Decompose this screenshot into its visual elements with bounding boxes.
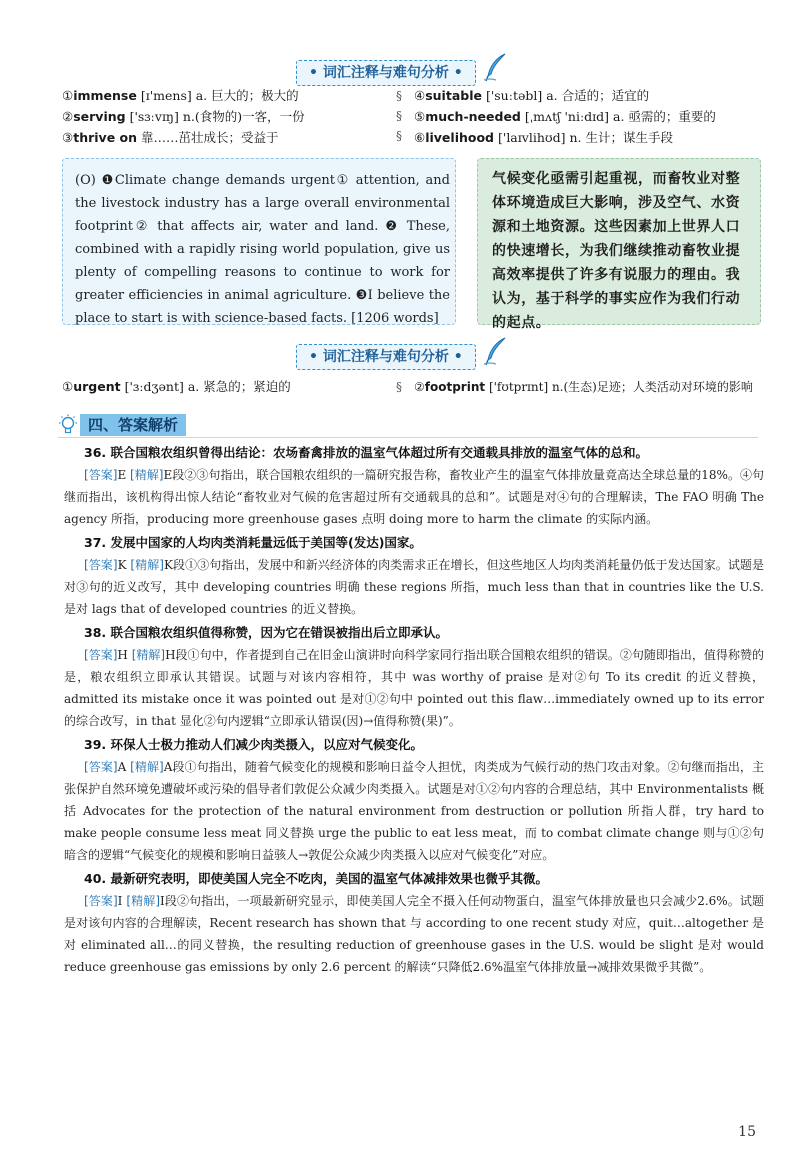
vocab-item-urgent: ①urgent ['ɜːdʒənt] a. 紧急的；紧迫的 <box>62 379 291 394</box>
answer-list <box>64 442 764 980</box>
answer-explanation: [答案]K [精解]K段①③句指出，发展中和新兴经济体的肉类需求正在增长，但这些地区人均肉类消耗量仍低于发达国家。试题是对③句的近义改写，其中 developing countries 明确 these regions 所指，much less than that in countries like the U.S. 是对 lags that of developed countries 的近义替换。 <box>64 558 764 616</box>
answer-item <box>64 442 764 530</box>
question-statement: 36. 联合国粮农组织曾得出结论：农场畜禽排放的温室气体超过所有交通载具排放的温室气体的总和。 <box>84 445 648 460</box>
answer-explanation: [答案]H [精解]H段①句中，作者提到自己在旧金山演讲时向科学家同行指出联合国粮农组织的错误。②句随即指出，值得称赞的是，粮农组织立即承认其错误。试题与对该内容相符，其中 was worthy of praise 是对②句 To its credit 的近义替换，admitted its mistake once it was pointed out 是对①②句中 pointed out this flaw…immediately owned up to its error 的综合改写，in that 显化②句内逻辑“立即承认错误(因)→值得称赞(果)”。 <box>64 648 764 728</box>
banner-title-2: • 词汇注释与难句分析 • <box>309 349 463 365</box>
answer-item <box>64 532 764 620</box>
banner-title: • 词汇注释与难句分析 • <box>309 65 463 81</box>
vocab-item-suitable: ④suitable ['suːtəbl] a. 合适的；适宜的 <box>414 88 650 103</box>
question-statement: 39. 环保人士极力推动人们减少肉类摄入，以应对气候变化。 <box>84 737 423 752</box>
vocab-item-immense: ①immense [ɪ'mens] a. 巨大的；极大的 <box>62 88 299 103</box>
quill-icon <box>482 336 508 366</box>
page-number: 15 <box>738 1124 756 1140</box>
vocab-item-much-needed: ⑤much-needed [ˌmʌtʃ 'niːdɪd] a. 亟需的；重要的 <box>414 109 716 124</box>
translation-text: 气候变化亟需引起重视，而畜牧业对整体环境造成巨大影响，涉及空气、水资源和土地资源。这些因素加上世界人口的快速增长，为我们继续推动畜牧业提高效率提供了许多有说服力的理由。我认为，基于科学的事实应作为我们行动的起点。 <box>492 171 741 331</box>
answer-item <box>64 734 764 866</box>
question-statement: 38. 联合国粮农组织值得称赞，因为它在错误被指出后立即承认。 <box>84 625 448 640</box>
vocab-item-serving: ②serving ['sɜːvɪŋ] n.(食物的)一客，一份 <box>62 109 305 124</box>
vocab-item-footprint: ②footprint ['fʊtprɪnt] n.(生态)足迹；人类活动对环境的影响 <box>414 380 753 394</box>
answer-item <box>64 622 764 732</box>
answer-explanation: [答案]E [精解]E段②③句指出，联合国粮农组织的一篇研究报告称，畜牧业产生的温室气体排放量竟高达全球总量的18%。④句继而指出，该机构得出惊人结论“畜牧业对气候的危害超过所有交通载具的总和”。试题是对④句的合理解读，The FAO 明确 The agency 所指，producing more greenhouse gases 点明 doing more to harm the climate 的实际内涵。 <box>64 468 764 526</box>
question-statement: 40. 最新研究表明，即使美国人完全不吃肉，美国的温室气体减排效果也微乎其微。 <box>84 871 548 886</box>
vocab-banner-bottom <box>296 344 476 370</box>
vocab-banner-top <box>296 60 476 86</box>
question-statement: 37. 发展中国家的人均肉类消耗量远低于美国等(发达)国家。 <box>84 535 422 550</box>
vocab-item-livelihood: ⑥livelihood ['laɪvlihʊd] n. 生计；谋生手段 <box>414 130 673 145</box>
answer-explanation: [答案]I [精解]I段②句指出，一项最新研究显示，即使美国人完全不摄入任何动物蛋白，温室气体排放量也只会减少2.6%。试题是对该句内容的合理解读，Recent research has shown that 与 according to one recent study 对应，quit…altogether 是对 eliminated all…的同义替换，the resulting reduction of greenhouse gases in the U.S. would be slight 是对 would reduce greenhouse gas emissions by only 2.6 percent 的解读“只降低2.6%温室气体排放量→减排效果微乎其微”。 <box>64 894 764 974</box>
translation-box <box>477 158 761 331</box>
vocab-item-thrive-on: ③thrive on 靠……茁壮成长；受益于 <box>62 130 279 145</box>
answer-item <box>64 868 764 978</box>
section-header <box>58 413 758 438</box>
quill-icon <box>482 52 508 82</box>
column-divider: § <box>396 380 402 394</box>
column-divider: § § § <box>396 89 402 143</box>
passage-box <box>62 158 456 325</box>
lightbulb-icon <box>58 414 78 436</box>
section-title: 四、答案解析 <box>80 414 186 436</box>
passage-text: (O) ❶Climate change demands urgent① attention, and the livestock industry has a large overall environmental footprint② that affects air, water and land. ❷ These, combined with a rapidly rising world population, give us plenty of compelling reasons to continue to work for greater efficiencies in animal agriculture. ❸I believe the place to start is with science-based facts. [1206 words] <box>75 173 450 326</box>
answer-explanation: [答案]A [精解]A段①句指出，随着气候变化的规模和影响日益令人担忧，肉类成为气候行动的热门攻击对象。②句继而指出，主张保护自然环境免遭破坏或污染的倡导者们敦促公众减少肉类摄入。试题是对①②句内容的合理总结，其中 Environmentalists 概括 Advocates for the protection of the natural environment from destruction or pollution 所指人群，try hard to make people consume less meat 同义替换 urge the public to eat less meat，而 to combat climate change 则与①②句暗含的逻辑“气候变化的规模和影响日益骇人→敦促公众减少肉类摄入以应对气候变化”对应。 <box>64 760 764 862</box>
